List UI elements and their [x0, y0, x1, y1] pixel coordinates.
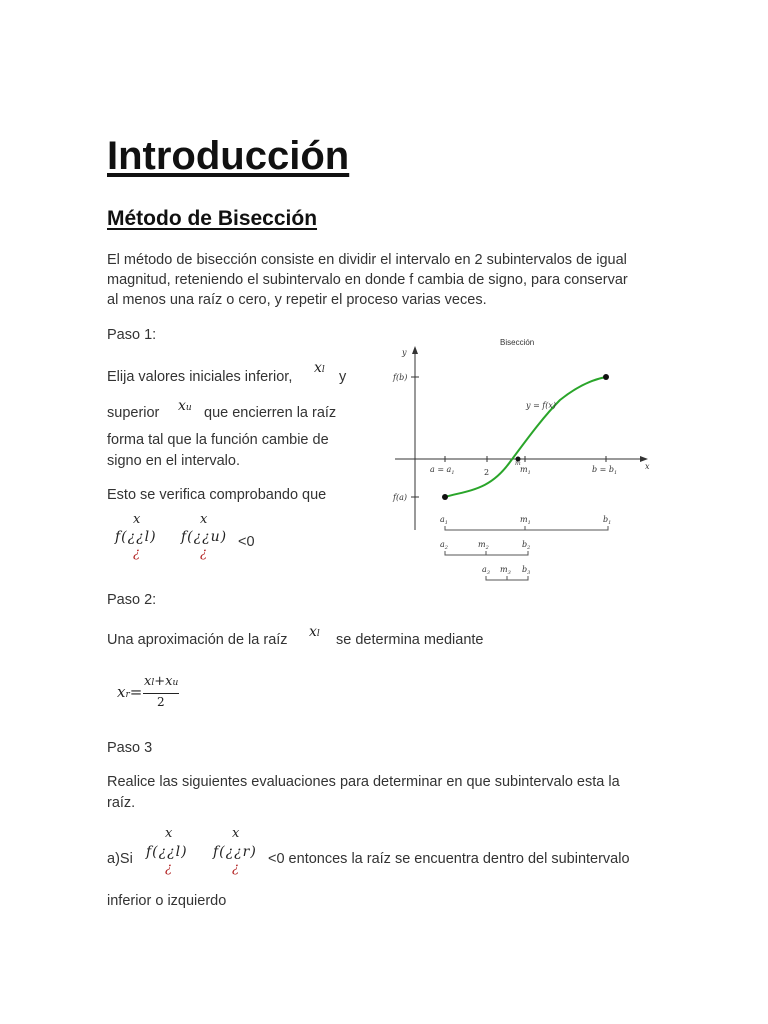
paso3-line1: Realice las siguientes evaluaciones para determinar en que subintervalo esta la: [107, 774, 620, 790]
fb-label: f(b): [393, 373, 408, 382]
bracket-label: $b_1$: [603, 515, 612, 526]
paso1-line5: Esto se verifica comprobando que: [107, 487, 327, 503]
bracket-label: $m_3$: [500, 565, 511, 576]
bracket-label: $b_2$: [522, 540, 531, 551]
expr-f-xl: f(¿¿l): [115, 529, 157, 545]
expr-bottom-mark: ¿: [232, 861, 239, 876]
axis-two-label: 2: [484, 468, 490, 477]
paso2-title: Paso 2:: [107, 592, 157, 608]
bracket-label: $m_2$: [478, 540, 489, 551]
paso3-a-prefix: a)Si: [107, 851, 133, 867]
page-title: Introducción: [107, 134, 350, 178]
expr-f-xr: f(¿¿r): [213, 844, 257, 860]
num-var2: x: [165, 674, 173, 689]
paso1-line2-text: superior: [107, 405, 160, 421]
xl-symbol: [314, 360, 325, 376]
curve-label: y = f(x): [526, 401, 557, 410]
expr-f-xu: f(¿¿u): [181, 529, 228, 545]
bracket-label: $a_3$: [482, 565, 490, 576]
bracket-label: $a_2$: [440, 540, 448, 551]
intro-line: El método de bisección consiste en dividir el intervalo en 2 subintervalos de igual: [107, 252, 627, 268]
paso1-line3: forma tal que la función cambie de: [107, 432, 329, 448]
bisection-figure: [360, 330, 660, 590]
paso1-line4: signo en el intervalo.: [107, 453, 240, 469]
intro-line: magnitud, reteniendo el subintervalo en donde f cambia de signo, para conservar: [107, 272, 628, 288]
expr-f-xl: f(¿¿l): [146, 844, 188, 860]
start-point: [442, 494, 448, 500]
bracket-label: $b_3$: [522, 565, 531, 576]
xl-sub: l: [321, 365, 325, 375]
paso3-line2: raíz.: [107, 795, 136, 811]
bracket-row-2: [440, 540, 530, 555]
expr-top-x: x: [165, 826, 173, 841]
axis-m-label: $m_1$: [520, 465, 531, 476]
expr-top-x: x: [133, 512, 141, 527]
expr-top-x: x: [200, 512, 208, 527]
root-label: m: [515, 460, 521, 467]
xl-var: x: [314, 360, 322, 376]
fa-label: f(a): [393, 493, 407, 502]
expr-bottom-mark: ¿: [133, 546, 140, 561]
formula-lhs-sub: r: [125, 690, 130, 700]
x-axis-label: x: [645, 462, 650, 471]
num-sub1: l: [151, 678, 155, 688]
function-curve: [445, 377, 606, 497]
axis-b-label: $b = b_1$: [592, 465, 618, 476]
paso1-line1-text: Elija valores iniciales inferior,: [107, 369, 293, 385]
xl-var: x: [309, 624, 317, 640]
paso1-line1-y: y: [339, 369, 347, 385]
paso3-a-line2: inferior o izquierdo: [107, 893, 227, 909]
xu-symbol: [178, 398, 192, 414]
y-axis-label: y: [402, 348, 407, 357]
formula-lhs-var: x: [117, 683, 126, 701]
fraction-bar: [143, 693, 179, 694]
xl-symbol: [309, 624, 320, 640]
num-var1: x: [144, 674, 152, 689]
section-title: Método de Bisección: [107, 207, 318, 230]
bracket-label: $a_1$: [440, 515, 448, 526]
paso2-line-post: se determina mediante: [336, 632, 484, 648]
formula-lhs: [117, 683, 142, 701]
formula-equals: =: [129, 683, 143, 701]
paso2-line-text: Una aproximación de la raíz: [107, 632, 288, 648]
bracket-row-1: [440, 515, 611, 530]
end-point: [603, 374, 609, 380]
paso3-title: Paso 3: [107, 740, 153, 756]
num-plus: +: [154, 674, 166, 689]
expr-bottom-mark: ¿: [200, 546, 207, 561]
bracket-row-3: [482, 565, 530, 580]
intro-paragraph: [107, 250, 667, 310]
paso1-title: Paso 1:: [107, 327, 157, 343]
xu-sub: u: [185, 403, 192, 413]
paso1-line2-post: que encierren la raíz: [204, 405, 337, 421]
expr-top-x: x: [232, 826, 240, 841]
axis-a-label: $a = a_1$: [430, 465, 455, 476]
formula-denominator: 2: [157, 695, 165, 709]
expr-bottom-mark: ¿: [165, 861, 172, 876]
bracket-line: [445, 526, 608, 530]
paso3-a-post: <0 entonces la raíz se encuentra dentro del subintervalo: [268, 851, 630, 867]
xl-sub: l: [316, 629, 320, 639]
xu-var: x: [178, 398, 186, 414]
intro-line: al menos una raíz o cero, y repetir el proceso varias veces.: [107, 292, 487, 308]
formula-numerator: [144, 674, 178, 689]
num-sub2: u: [172, 678, 179, 688]
y-axis-arrow: [412, 346, 418, 354]
figure-title: Bisección: [500, 338, 535, 347]
bracket-label: $m_1$: [520, 515, 531, 526]
condition-text: <0: [238, 534, 255, 550]
